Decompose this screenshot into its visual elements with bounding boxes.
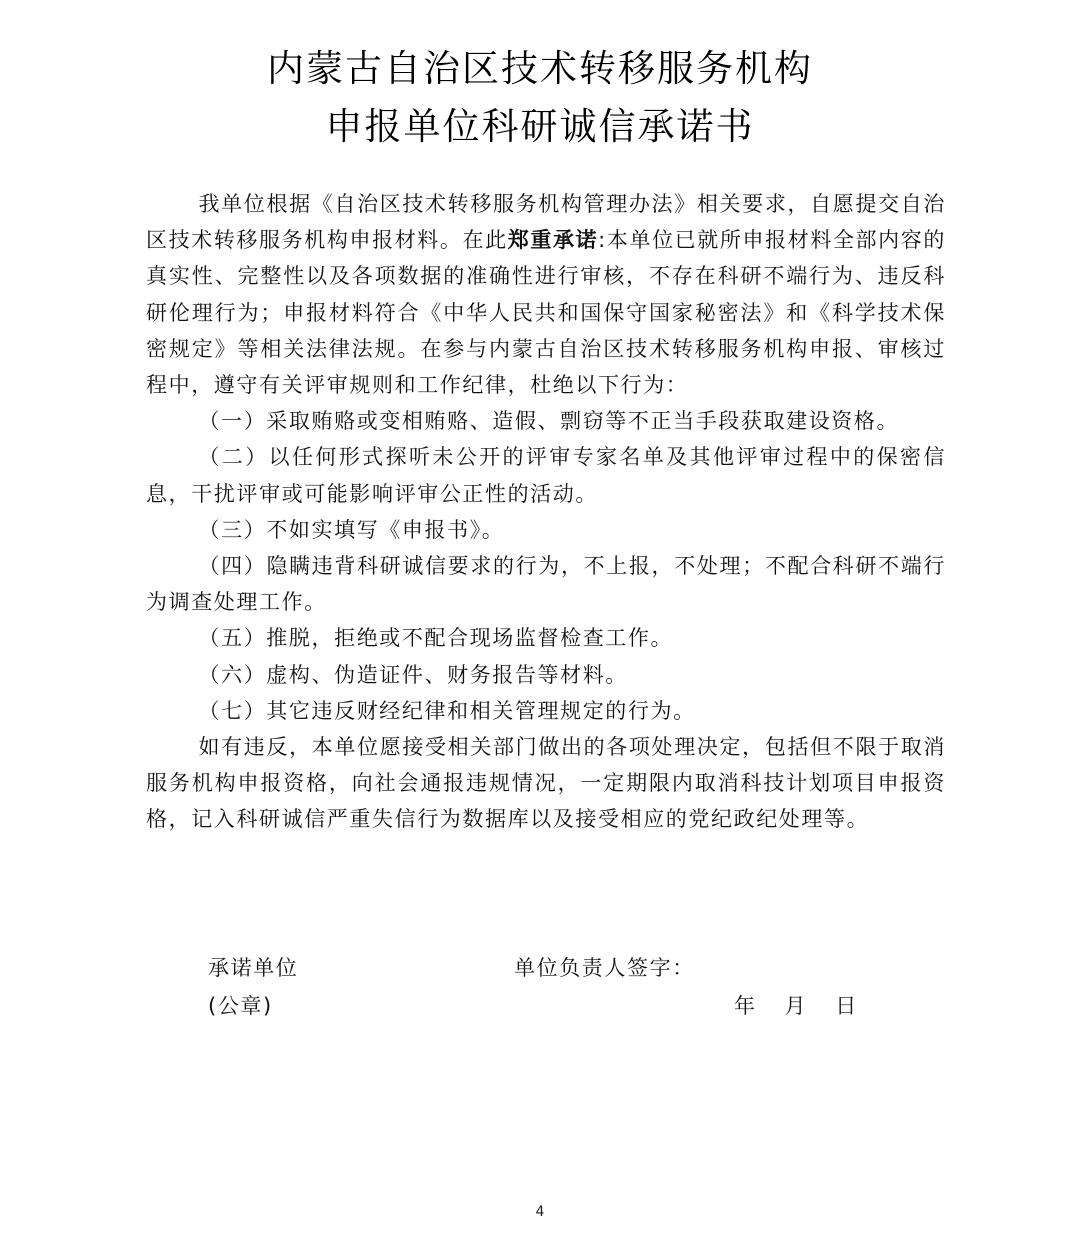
intro-emphasis: 郑重承诺 bbox=[507, 228, 599, 253]
document-body bbox=[146, 186, 946, 838]
date-year: 年 bbox=[734, 994, 757, 1018]
date-month: 月 bbox=[784, 994, 808, 1018]
item-5: （五）推脱，拒绝或不配合现场监督检查工作。 bbox=[198, 626, 674, 651]
item-6: （六）虚构、伪造证件、财务报告等材料。 bbox=[198, 662, 628, 687]
item-7: （七）其它违反财经纪律和相关管理规定的行为。 bbox=[198, 698, 696, 723]
date-day: 日 bbox=[835, 994, 858, 1018]
intro-text-after: :本单位已就所申报材料全部内容的真实性、完整性以及各项数据的准确性进行审核，不存在科研不端行为、违反科研伦理行为；申报材料符合《中华人民共和国保守国家秘密法》和《科学技术保密规定》等相关法律法规。在参与内蒙古自治区技术转移服务机构申报、审核过程中，遵守有关评审规则和工作纪律，杜绝以下行为： bbox=[146, 228, 946, 398]
signature-date bbox=[734, 990, 858, 1020]
signature-person-label: 单位负责人签字： bbox=[514, 956, 695, 980]
intro-text-before: 我单位根据《自治区技术转移服务机构管理办法》相关要求，自愿提交自治区技术转移服务机构申报材料。在此 bbox=[146, 192, 946, 253]
item-1: （一）采取贿赂或变相贿赂、造假、剽窃等不正当手段获取建设资格。 bbox=[198, 409, 900, 434]
page-number: 4 bbox=[535, 1204, 545, 1220]
signature-unit-label: 承诺单位 bbox=[208, 956, 299, 980]
item-4: （四）隐瞒违背科研诚信要求的行为，不上报，不处理；不配合科研不端行为调查处理工作。 bbox=[146, 554, 946, 615]
item-3: （三）不如实填写《申报书》。 bbox=[198, 517, 505, 542]
item-2: （二）以任何形式探听未公开的评审专家名单及其他评审过程中的保密信息，干扰评审或可能影响评审公正性的活动。 bbox=[146, 445, 946, 506]
intro-paragraph bbox=[146, 186, 946, 403]
document-title-line2: 申报单位科研诚信承诺书 bbox=[325, 105, 755, 148]
signature-seal-label: (公章) bbox=[208, 994, 273, 1018]
document-title-line1: 内蒙古自治区技术转移服务机构 bbox=[267, 47, 813, 90]
closing-paragraph: 如有违反，本单位愿接受相关部门做出的各项处理决定，包括但不限于取消服务机构申报资格，向社会通报违规情况，一定期限内取消科技计划项目申报资格，记入科研诚信严重失信行为数据库以及接受相应的党纪政纪处理等。 bbox=[146, 735, 946, 832]
